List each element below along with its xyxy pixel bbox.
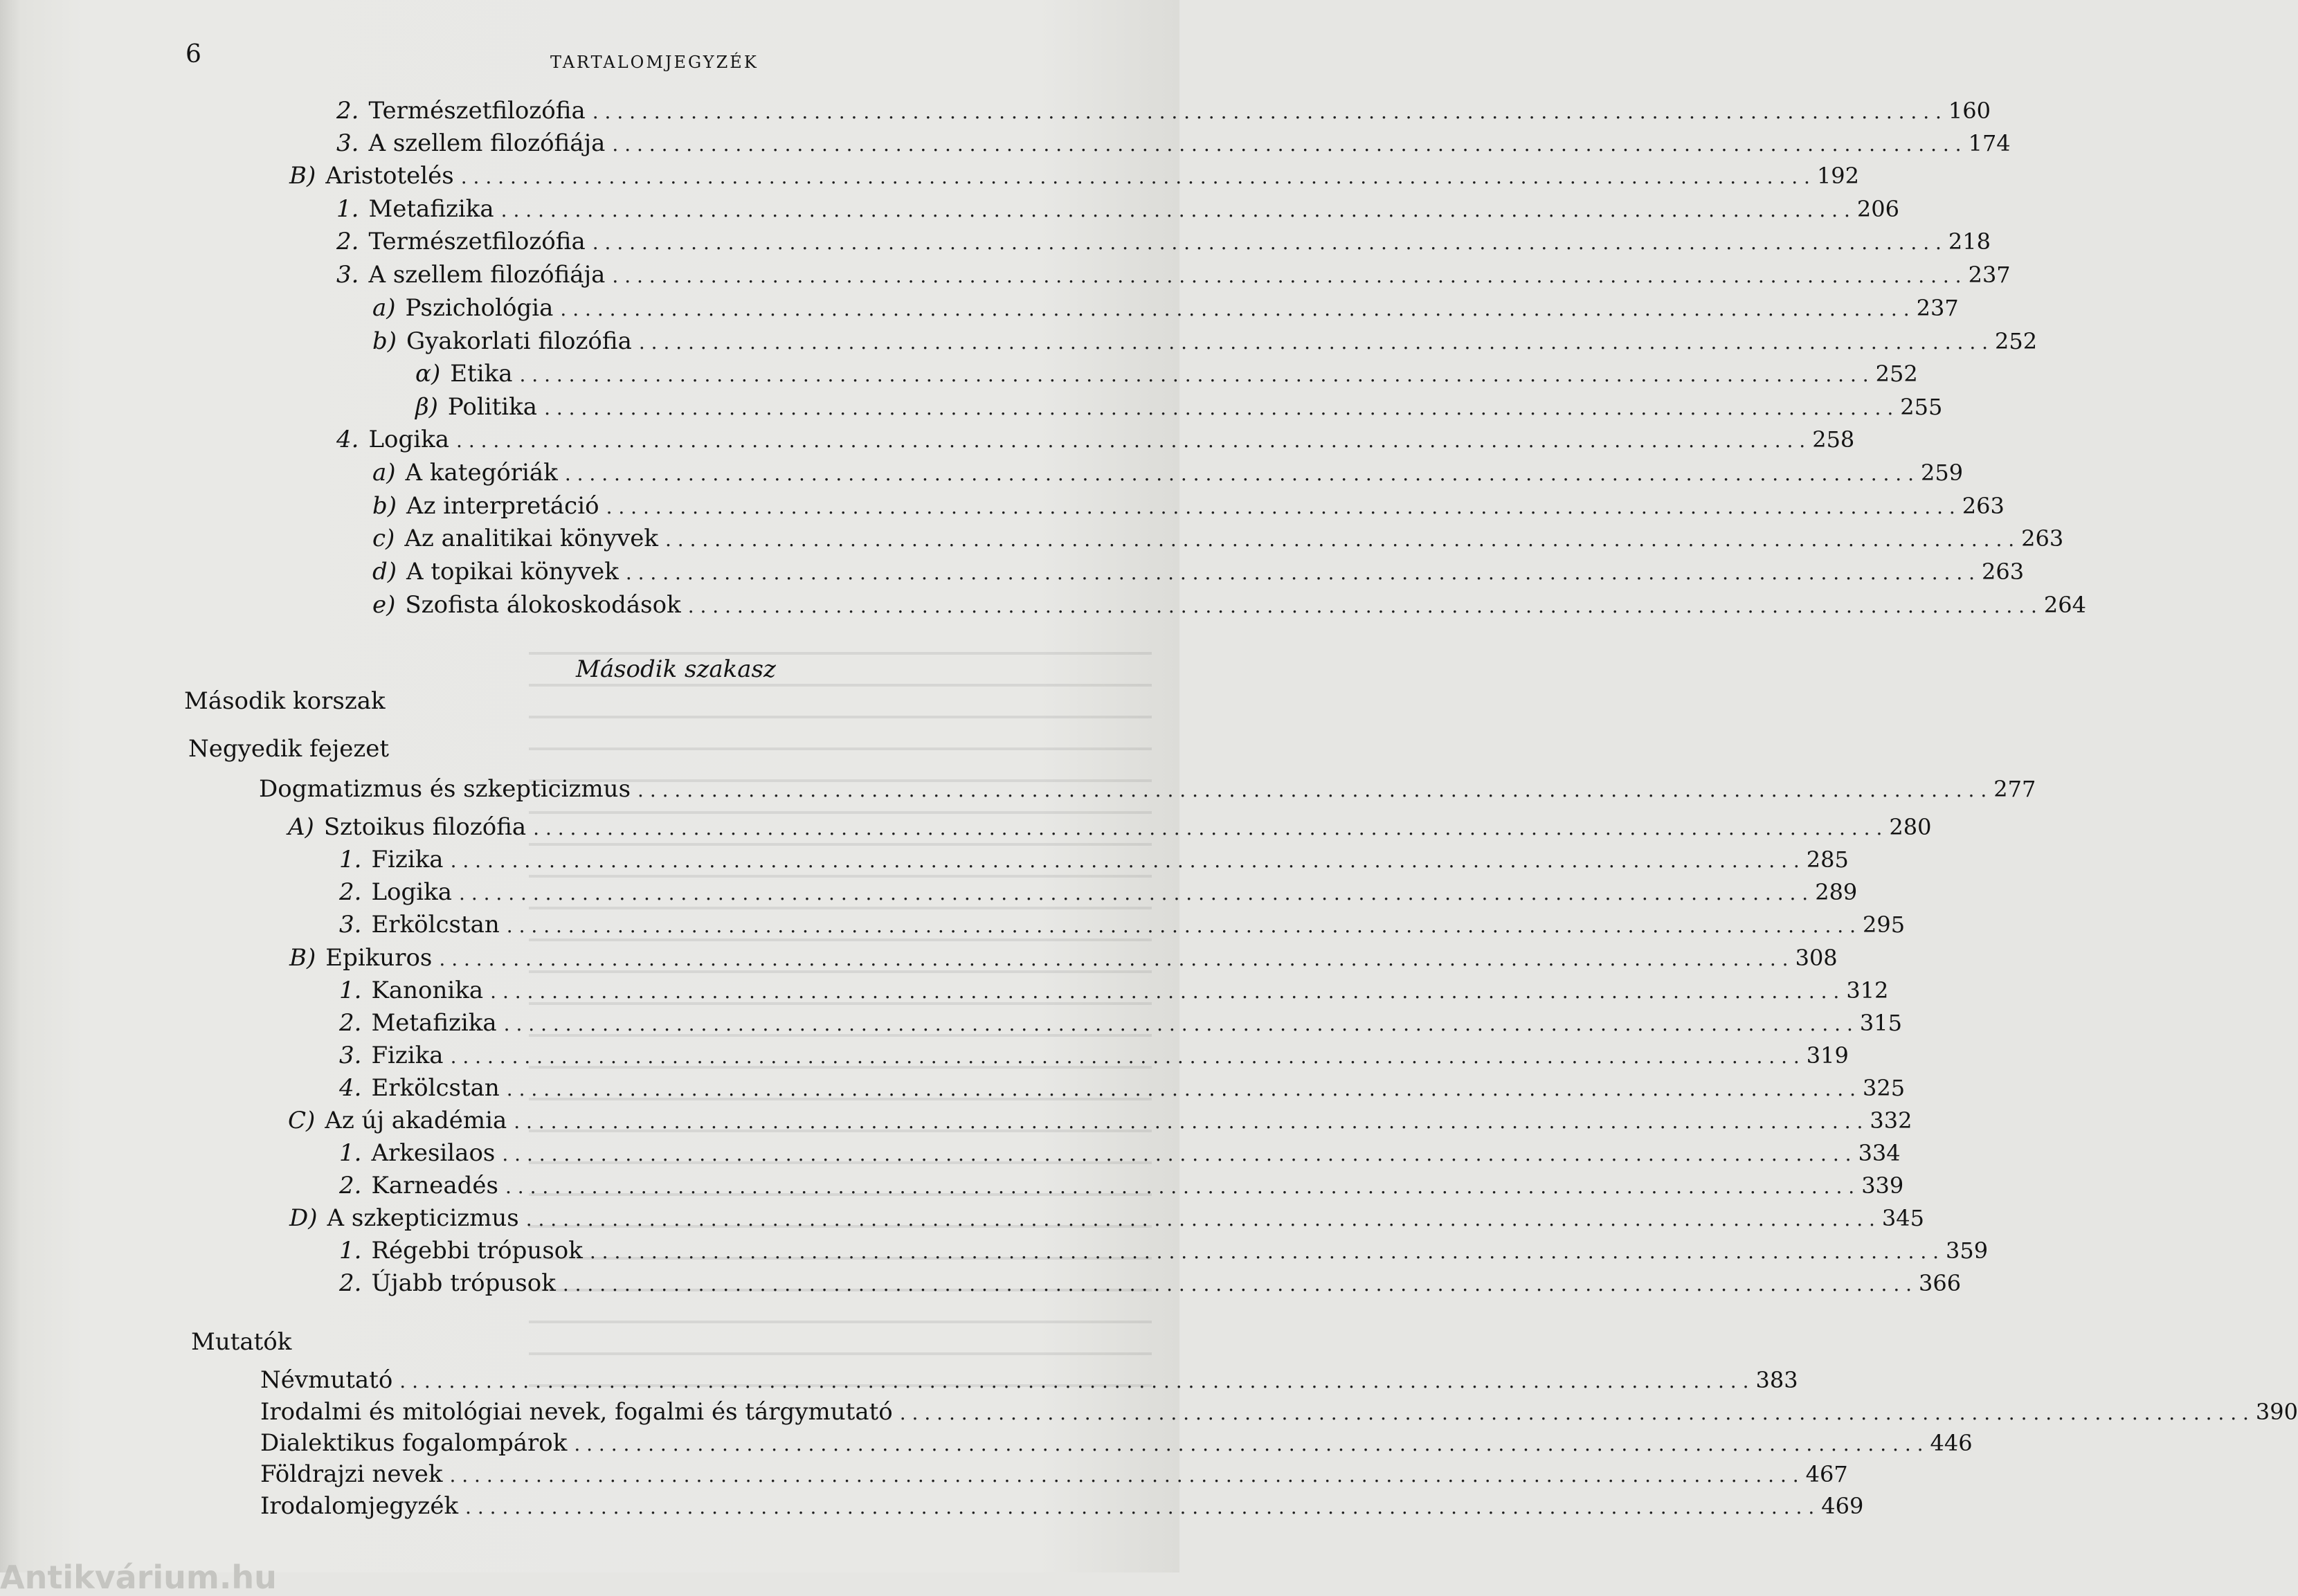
entry-page: 315 — [1859, 1010, 1902, 1036]
entry-title: Aristotelés — [325, 162, 454, 190]
entry-page: 390 — [2255, 1399, 2298, 1425]
entry-page: 319 — [1806, 1042, 1849, 1069]
dot-leader — [501, 199, 1850, 221]
dot-leader — [688, 595, 2037, 617]
entry-marker: b) — [372, 327, 397, 355]
entry-page: 339 — [1861, 1172, 1904, 1199]
dot-leader — [465, 1496, 1814, 1518]
entry-page: 359 — [1946, 1237, 1989, 1264]
entry-title: Logika — [371, 878, 453, 906]
toc-entry — [372, 558, 2025, 588]
entry-marker: 1. — [339, 846, 362, 873]
entry-title: Irodalmi és mitológiai nevek, fogalmi és tárgymutató — [260, 1398, 893, 1426]
entry-marker: b) — [372, 492, 397, 520]
dot-leader — [637, 779, 1987, 801]
dot-leader — [461, 165, 1810, 188]
dot-leader — [612, 264, 1961, 287]
entry-page: 295 — [1862, 912, 1906, 938]
toc-entry — [288, 813, 1932, 844]
entry-page: 312 — [1846, 977, 1889, 1004]
entry-page: 332 — [1870, 1107, 1912, 1134]
entry-page: 264 — [2043, 592, 2086, 618]
dot-leader — [514, 1110, 1863, 1133]
entry-title: Az analitikai könyvek — [404, 525, 658, 552]
entry-marker: 3. — [339, 1042, 362, 1069]
entry-page: 277 — [1993, 776, 2036, 802]
entry-marker: 2. — [339, 1009, 362, 1037]
toc-entry — [339, 878, 1858, 909]
dot-leader — [504, 1013, 1853, 1035]
entry-page: 192 — [1816, 163, 1860, 189]
entry-marker: α) — [415, 360, 441, 388]
dot-leader — [574, 1433, 1923, 1456]
entry-page: 263 — [1962, 493, 2005, 519]
entry-title: Régebbi trópusok — [371, 1237, 583, 1264]
toc-entry — [260, 1398, 2298, 1429]
toc-entry — [339, 911, 1906, 941]
dot-leader — [399, 1370, 1748, 1393]
watermark: Antikvárium.hu — [0, 1559, 277, 1596]
toc-entry — [372, 459, 1964, 489]
entry-page: 206 — [1856, 196, 1899, 222]
dot-leader — [502, 1143, 1851, 1166]
dot-leader — [590, 1240, 1939, 1263]
entry-page: 366 — [1919, 1270, 1962, 1296]
dot-leader — [544, 397, 1893, 419]
entry-marker: 2. — [339, 1172, 362, 1199]
toc-entry — [260, 1492, 1864, 1523]
dot-leader — [639, 331, 1988, 354]
entry-page: 259 — [1921, 460, 1964, 486]
entry-page: 345 — [1881, 1205, 1924, 1231]
toc-entry — [260, 1429, 1973, 1460]
section-heading: Második szakasz — [576, 655, 776, 683]
dot-leader — [439, 947, 1788, 970]
dot-leader — [456, 429, 1805, 452]
entry-marker: 2. — [336, 228, 359, 255]
toc-entry — [339, 1074, 1906, 1105]
dot-leader — [449, 1464, 1798, 1487]
entry-title: Etika — [450, 360, 513, 388]
entry-marker: 2. — [339, 1269, 362, 1297]
entry-marker: 1. — [336, 195, 359, 223]
dot-leader — [451, 849, 1800, 872]
toc-entry — [289, 1204, 1924, 1235]
toc-entry — [372, 525, 2064, 555]
toc-entry — [415, 360, 1918, 390]
dot-leader — [565, 462, 1914, 485]
toc-entry — [372, 492, 2005, 523]
toc-entry — [339, 1269, 1962, 1300]
entry-marker: 2. — [339, 878, 362, 906]
toc-entry — [339, 1172, 1904, 1202]
dot-leader — [451, 1045, 1800, 1068]
entry-title: Szofista álokoskodások — [405, 591, 681, 619]
entry-page: 174 — [1968, 130, 2011, 156]
dot-leader — [900, 1402, 2249, 1424]
entry-title: Karneadés — [371, 1172, 498, 1199]
entry-title: Pszichológia — [405, 294, 554, 322]
toc-entry — [336, 261, 2011, 291]
entry-page: 467 — [1805, 1461, 1848, 1487]
entry-page: 258 — [1812, 426, 1855, 453]
toc-entry — [336, 129, 2011, 160]
entry-marker: 4. — [339, 1074, 362, 1102]
dot-leader — [665, 528, 2014, 551]
entry-page: 218 — [1948, 228, 1991, 255]
entry-page: 308 — [1795, 945, 1838, 971]
dot-leader — [526, 1208, 1875, 1231]
entry-title: Dialektikus fogalompárok — [260, 1429, 568, 1457]
dot-leader — [507, 1078, 1856, 1100]
page-number: 6 — [186, 40, 201, 69]
entry-marker: β) — [415, 393, 438, 421]
dot-leader — [592, 100, 1942, 123]
entry-page: 263 — [1982, 559, 2025, 585]
dot-leader — [592, 231, 1942, 254]
toc-entry — [336, 426, 1855, 456]
entry-title: Névmutató — [260, 1366, 393, 1394]
entry-title: A szellem filozófiája — [368, 129, 606, 157]
entry-page: 237 — [1968, 262, 2011, 288]
entry-marker: B) — [289, 944, 316, 972]
entry-page: 252 — [1995, 328, 2038, 354]
entry-title: Irodalomjegyzék — [260, 1492, 459, 1520]
entry-marker: a) — [372, 294, 396, 322]
toc-entry — [336, 228, 1991, 258]
entry-title: Sztoikus filozófia — [323, 813, 527, 841]
entry-page: 263 — [2021, 525, 2064, 552]
toc-entry — [339, 1139, 1901, 1170]
entry-marker: B) — [289, 162, 316, 190]
entry-title: A topikai könyvek — [406, 558, 619, 586]
dot-leader — [505, 1175, 1854, 1198]
toc-entry — [339, 977, 1889, 1007]
entry-marker: 1. — [339, 977, 362, 1004]
entry-marker: 1. — [339, 1139, 362, 1167]
entry-title: Dogmatizmus és szkepticizmus — [259, 775, 631, 803]
dot-leader — [560, 298, 1909, 320]
dot-leader — [612, 133, 1961, 156]
entry-page: 469 — [1821, 1493, 1864, 1519]
entry-marker: e) — [372, 591, 396, 619]
toc-entry — [336, 195, 1899, 226]
toc-entry — [289, 162, 1860, 192]
chapter-title-entry — [259, 775, 2036, 806]
entry-marker: 4. — [336, 426, 359, 453]
toc-entry — [336, 97, 1991, 127]
entry-page: 160 — [1948, 98, 1991, 124]
chapter-heading: Negyedik fejezet — [188, 735, 390, 763]
entry-marker: D) — [289, 1204, 318, 1232]
entry-marker: a) — [372, 459, 396, 487]
entry-marker: 3. — [339, 911, 362, 938]
toc-entry — [372, 294, 1959, 325]
entry-page: 252 — [1875, 361, 1918, 387]
dot-leader — [507, 914, 1856, 937]
entry-title: Természetfilozófia — [368, 228, 586, 255]
toc-entry — [260, 1460, 1848, 1491]
entry-marker: A) — [288, 813, 314, 841]
entry-page: 285 — [1806, 846, 1849, 873]
entry-title: Természetfilozófia — [368, 97, 586, 125]
toc-entry — [288, 1107, 1912, 1137]
entry-marker: 3. — [336, 261, 359, 289]
entry-title: A szkepticizmus — [327, 1204, 519, 1232]
entry-title: Fizika — [371, 1042, 444, 1069]
entry-page: 255 — [1900, 394, 1943, 420]
toc-entry — [339, 846, 1849, 876]
entry-marker: d) — [372, 558, 397, 586]
entry-title: Arkesilaos — [371, 1139, 496, 1167]
entry-title: Logika — [368, 426, 450, 453]
entry-page: 383 — [1755, 1367, 1798, 1393]
entry-title: Metafizika — [368, 195, 494, 223]
toc-entry — [339, 1237, 1989, 1267]
entry-title: A szellem filozófiája — [368, 261, 606, 289]
entry-title: Politika — [447, 393, 538, 421]
entry-title: Újabb trópusok — [371, 1269, 556, 1297]
running-head: TARTALOMJEGYZÉK — [550, 53, 759, 72]
toc-entry — [372, 591, 2086, 622]
toc-entry — [339, 1009, 1902, 1040]
dot-leader — [563, 1273, 1912, 1296]
entry-marker: c) — [372, 525, 395, 552]
toc-entry — [289, 944, 1838, 974]
entry-marker: C) — [288, 1107, 316, 1134]
entry-title: Metafizika — [371, 1009, 497, 1037]
toc-entry — [260, 1366, 1798, 1397]
dot-leader — [490, 980, 1839, 1003]
entry-marker: 1. — [339, 1237, 362, 1264]
toc-entry — [339, 1042, 1849, 1072]
entry-title: Az új akadémia — [325, 1107, 507, 1134]
dot-leader — [626, 561, 1975, 584]
entry-page: 289 — [1815, 879, 1858, 905]
dot-leader — [606, 496, 1955, 518]
entry-title: Az interpretáció — [406, 492, 599, 520]
entry-page: 237 — [1916, 295, 1959, 321]
dot-leader — [533, 817, 1882, 840]
entry-title: Epikuros — [325, 944, 433, 972]
entry-page: 446 — [1930, 1430, 1973, 1456]
entry-title: Földrajzi nevek — [260, 1460, 443, 1488]
dot-leader — [459, 882, 1808, 905]
entry-page: 325 — [1862, 1075, 1906, 1101]
entry-title: A kategóriák — [405, 459, 558, 487]
entry-page: 334 — [1858, 1140, 1901, 1166]
entry-title: Erkölcstan — [371, 1074, 500, 1102]
entry-title: Erkölcstan — [371, 911, 500, 938]
entry-title: Gyakorlati filozófia — [406, 327, 632, 355]
entry-page: 280 — [1889, 814, 1932, 840]
entry-marker: 3. — [336, 129, 359, 157]
entry-marker: 2. — [336, 97, 359, 125]
entry-title: Kanonika — [371, 977, 484, 1004]
toc-entry — [372, 327, 2038, 358]
toc-entry — [415, 393, 1943, 424]
dot-leader — [519, 363, 1868, 386]
index-heading: Mutatók — [191, 1328, 292, 1356]
entry-title: Fizika — [371, 846, 444, 873]
period-heading: Második korszak — [184, 687, 386, 715]
